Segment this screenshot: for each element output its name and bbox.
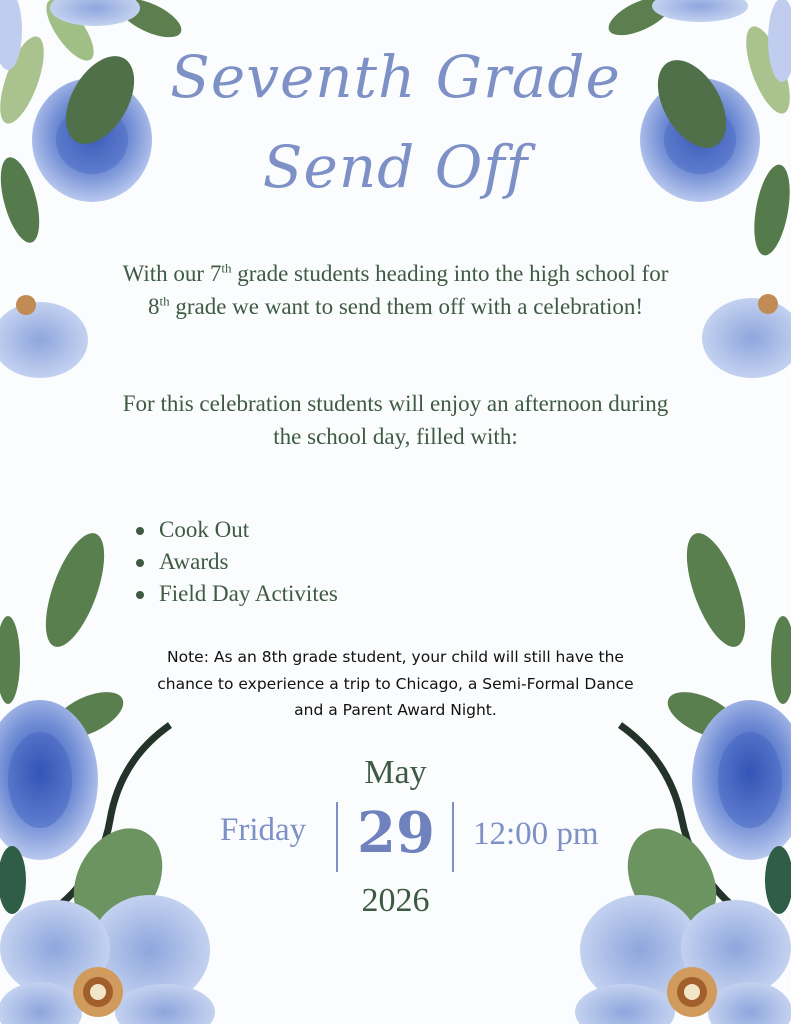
event-year: 2026 (361, 882, 430, 919)
title-line-1: Seventh Grade (170, 43, 621, 111)
anemone-icon (0, 302, 88, 378)
activities-intro-paragraph: For this celebration students will enjoy an afternoon during the school day, filled with: (122, 391, 669, 449)
leaf-icon (34, 526, 116, 654)
date-divider-left (336, 802, 338, 872)
anemone-icon (702, 298, 791, 378)
event-month: May (364, 754, 427, 791)
event-time: 12:00 pm (473, 816, 599, 852)
event-weekday: Friday (220, 812, 307, 848)
note-paragraph: Note: As an 8th grade student, your child will still have the chance to experience a trip to Chicago, a Semi-Formal Dance and a Parent Award Night. (157, 648, 634, 719)
leaf-icon (0, 616, 20, 704)
list-item: Cook Out (132, 514, 338, 546)
title-line-2: Send Off (262, 133, 529, 201)
list-item: Field Day Activites (132, 578, 338, 610)
date-divider-right (452, 802, 454, 872)
leaf-icon (675, 526, 757, 654)
hydrangea-icon (652, 0, 748, 22)
leaf-icon (771, 616, 791, 704)
activities-list (132, 514, 338, 610)
event-day-number: 29 (357, 800, 435, 866)
intro-paragraph: With our 7th grade students heading into the high school for 8th grade we want to send them off with a celebration! (122, 260, 669, 319)
list-item: Awards (132, 546, 338, 578)
